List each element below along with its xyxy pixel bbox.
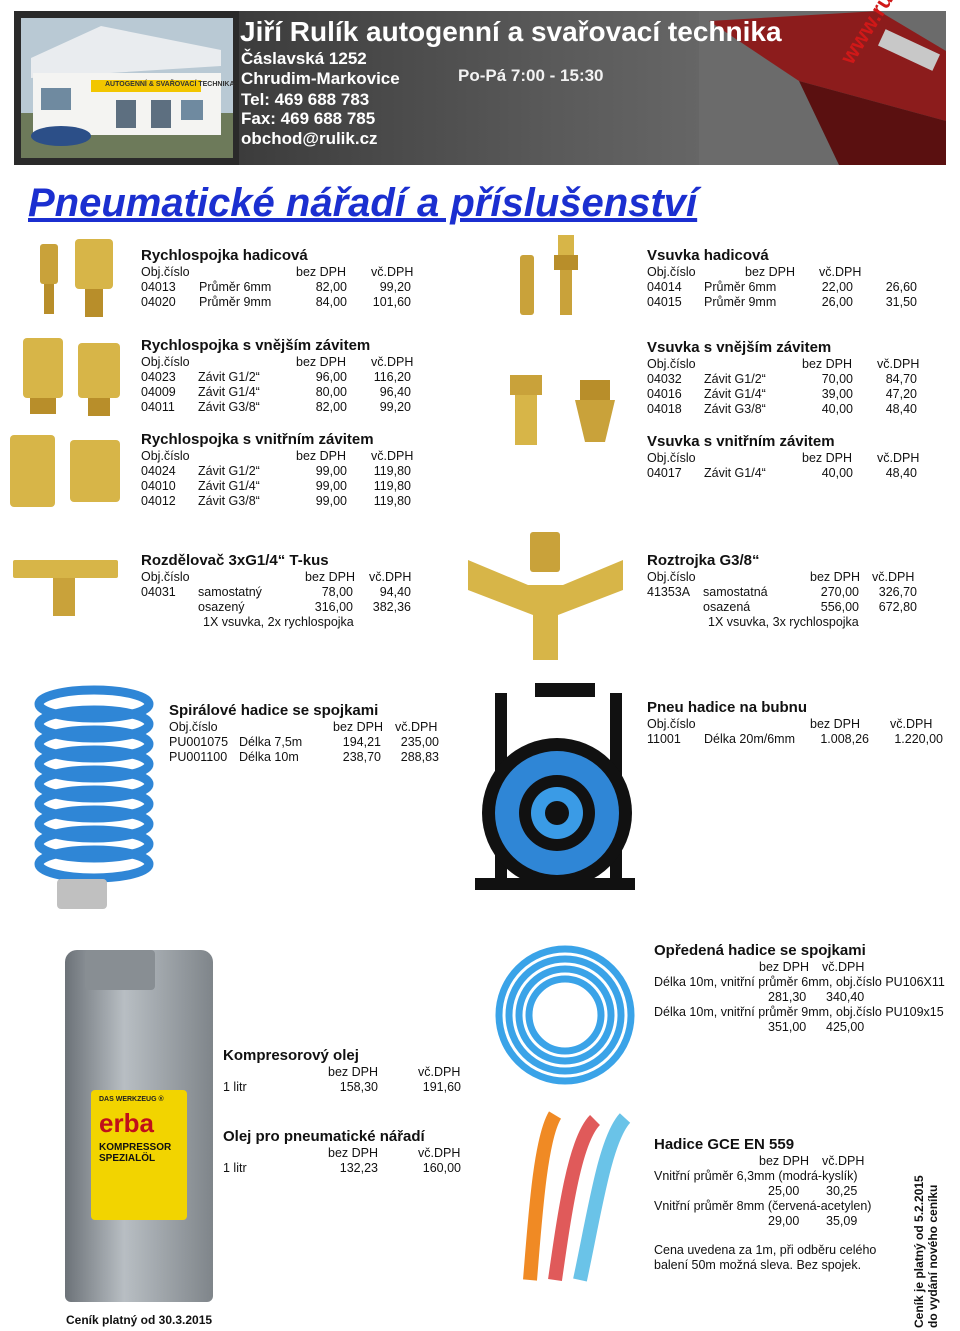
coupler-female-thread-image	[5, 430, 133, 512]
section-title: Pneu hadice na bubnu	[647, 699, 808, 716]
line-desc: Délka 10m, vnitřní průměr 6mm, obj.číslo PU106X11	[654, 975, 945, 989]
cell-desc: Délka 20m/6mm	[704, 732, 795, 746]
cell-vc: 382,36	[372, 600, 411, 614]
hose-nipple-image	[510, 230, 590, 325]
col-vc: vč.DPH	[371, 265, 414, 279]
col-bez: bez DPH	[802, 357, 853, 371]
cell-vc: 340,40	[826, 990, 865, 1004]
section-rozdelovac	[141, 552, 431, 630]
section-title: Olej pro pneumatické nářadí	[223, 1128, 425, 1145]
address-street: Čáslavská 1252	[241, 49, 367, 68]
section-title: Kompresorový olej	[223, 1047, 359, 1064]
cell-vc: 35,09	[826, 1214, 858, 1228]
note-text: Cena uvedena za 1m, při odběru celého	[654, 1243, 877, 1257]
col-vc: vč.DPH	[418, 1146, 461, 1160]
table-row	[223, 1161, 483, 1176]
col-bez: bez DPH	[333, 720, 384, 734]
col-obj: Obj.číslo	[647, 451, 696, 465]
cell-desc: Závit G1/4“	[704, 387, 766, 401]
coupler-male-thread-image	[18, 333, 128, 423]
section-gce-hadice	[654, 1136, 904, 1273]
col-obj: Obj.číslo	[141, 449, 190, 463]
section-title: Spirálové hadice se spojkami	[169, 702, 379, 719]
col-vc: vč.DPH	[395, 720, 438, 734]
line-desc: Vnitřní průměr 8mm (červená-acetylen)	[654, 1199, 872, 1213]
table-row	[647, 402, 937, 417]
note-text: balení 50m možná sleva. Bez spojek.	[654, 1258, 862, 1272]
table-row	[647, 466, 937, 481]
table-row	[141, 385, 431, 400]
section-pneu-hadice-buben	[647, 699, 947, 747]
line-text	[654, 1169, 904, 1184]
cell-code: PU001100	[169, 750, 228, 764]
cell-bez: 281,30	[768, 990, 807, 1004]
section-vsuvka-vnitrni	[647, 433, 937, 481]
cell-desc: Závit G1/4“	[704, 466, 766, 480]
braided-hose-image	[490, 940, 640, 1090]
cell-vc: 99,20	[379, 280, 411, 294]
cell-bez: 70,00	[821, 372, 853, 386]
cell-desc: samostatná	[703, 585, 768, 599]
table-header	[141, 449, 431, 464]
bottle-brand: erba	[99, 1108, 154, 1138]
cell-bez: 158,30	[339, 1080, 378, 1094]
cell-desc: Závit G3/8“	[198, 494, 260, 508]
cell-desc: Závit G1/4“	[198, 385, 260, 399]
section-opredena-hadice	[654, 942, 954, 1035]
company-name: Jiří Rulík autogenní a svařovací technika	[240, 16, 782, 47]
cell-bez: 84,00	[315, 295, 347, 309]
col-vc: vč.DPH	[890, 717, 933, 731]
cell-vc: 160,00	[422, 1161, 461, 1175]
col-vc: vč.DPH	[819, 265, 862, 279]
cell-bez: 132,23	[339, 1161, 378, 1175]
vertical-note-line-2: do vydání nového ceníku	[926, 1184, 940, 1328]
cell-vc: 48,40	[885, 466, 917, 480]
price-row	[654, 1214, 904, 1229]
cell-vc: 94,40	[379, 585, 411, 599]
cell-bez: 82,00	[315, 280, 347, 294]
cell-vc: 101,60	[372, 295, 411, 309]
line-text	[654, 1199, 904, 1214]
col-bez: bez DPH	[296, 449, 347, 463]
bottle-label	[91, 1090, 187, 1220]
cell-bez: 316,00	[314, 600, 353, 614]
oil-bottle-image	[65, 950, 213, 1302]
cell-bez: 22,00	[821, 280, 853, 294]
col-obj: Obj.číslo	[647, 570, 696, 584]
section-olej-pneu	[223, 1128, 483, 1176]
table-row	[141, 280, 431, 295]
cell-bez: 80,00	[315, 385, 347, 399]
gce-hoses-image	[520, 1100, 640, 1285]
cell-desc: Délka 7,5m	[239, 735, 303, 749]
table-header	[223, 1146, 483, 1161]
table-header	[647, 451, 937, 466]
table-row	[647, 372, 937, 387]
cell-bez: 270,00	[820, 585, 859, 599]
cell-code: 04032	[647, 372, 682, 386]
cell-desc: Průměr 9mm	[704, 295, 777, 309]
col-bez: bez DPH	[328, 1146, 379, 1160]
cell-desc: Závit G1/2“	[198, 464, 260, 478]
bottle-product-name: KOMPRESSOR SPEZIALÖL	[99, 1142, 172, 1164]
cell-desc: Průměr 9mm	[199, 295, 272, 309]
cell-desc: Závit G1/4“	[198, 479, 260, 493]
cell-bez: 29,00	[768, 1214, 800, 1228]
table-row	[141, 494, 431, 509]
table-header	[647, 265, 937, 280]
table-header	[647, 717, 947, 732]
col-obj: Obj.číslo	[169, 720, 218, 734]
cell-qty: 1 litr	[223, 1080, 247, 1094]
cell-code: 04024	[141, 464, 176, 478]
col-bez: bez DPH	[296, 355, 347, 369]
cell-bez: 26,00	[821, 295, 853, 309]
cell-code: 04010	[141, 479, 176, 493]
cell-vc: 26,60	[885, 280, 917, 294]
table-header	[654, 1154, 904, 1169]
cell-vc: 119,80	[373, 464, 411, 478]
cell-code: 04018	[647, 402, 682, 416]
cell-desc: Závit G3/8“	[198, 400, 260, 414]
note-text: 1X vsuvka, 2x rychlospojka	[203, 615, 354, 629]
table-row	[141, 479, 431, 494]
shop-sign-text: AUTOGENNÍ & SVAŘOVACÍ TECHNIKA	[105, 81, 235, 88]
cell-code: PU001075	[169, 735, 229, 749]
cell-vc: 1.220,00	[894, 732, 943, 746]
cell-bez: 194,21	[342, 735, 381, 749]
cell-code: 11001	[647, 732, 681, 746]
line-text	[654, 975, 954, 990]
table-header	[141, 570, 431, 585]
section-title: Vsuvka s vnějším závitem	[647, 339, 832, 356]
cell-desc: Závit G1/2“	[704, 372, 766, 386]
cell-vc: 30,25	[826, 1184, 858, 1198]
col-bez: bez DPH	[305, 570, 356, 584]
table-header	[647, 357, 937, 372]
table-header	[141, 265, 431, 280]
section-vsuvka-hadicova	[647, 247, 937, 310]
col-vc: vč.DPH	[418, 1065, 461, 1079]
section-title: Roztrojka G3/8“	[647, 552, 760, 569]
table-row	[141, 585, 431, 600]
col-obj: Obj.číslo	[141, 570, 190, 584]
t-splitter-image	[8, 552, 123, 622]
col-bez: bez DPH	[745, 265, 796, 279]
col-vc: vč.DPH	[822, 1154, 865, 1168]
price-row	[654, 1184, 904, 1199]
section-spiralove-hadice	[169, 702, 459, 765]
col-vc: vč.DPH	[371, 449, 414, 463]
fax: Fax: 469 688 785	[241, 109, 376, 128]
cell-vc: 672,80	[878, 600, 917, 614]
cell-bez: 1.008,26	[820, 732, 869, 746]
cell-bez: 351,00	[768, 1020, 807, 1034]
cell-vc: 84,70	[885, 372, 917, 386]
page-title: Pneumatické nářadí a příslušenství	[28, 181, 698, 225]
col-obj: Obj.číslo	[647, 717, 696, 731]
note	[141, 615, 431, 630]
cell-desc: osazený	[198, 600, 245, 614]
note-line	[654, 1243, 904, 1258]
col-obj: Obj.číslo	[647, 265, 696, 279]
section-title: Hadice GCE EN 559	[654, 1136, 795, 1153]
table-row	[647, 732, 947, 747]
cell-code: 04016	[647, 387, 682, 401]
cell-code: 41353A	[647, 585, 691, 599]
cell-desc: Průměr 6mm	[199, 280, 272, 294]
bottle-tag: DAS WERKZEUG ®	[99, 1096, 164, 1103]
table-header	[223, 1065, 483, 1080]
section-vsuvka-vnejsi	[647, 339, 937, 417]
table-row	[647, 585, 937, 600]
col-vc: vč.DPH	[872, 570, 915, 584]
section-title: Rozdělovač 3xG1/4“ T-kus	[141, 552, 329, 569]
section-roztrojka	[647, 552, 937, 630]
hose-coupler-image	[30, 234, 125, 324]
section-title: Rychlospojka hadicová	[141, 247, 308, 264]
cell-vc: 119,80	[373, 494, 411, 508]
price-list-valid-date: Ceník platný od 30.3.2015	[66, 1313, 213, 1327]
table-row	[141, 295, 431, 310]
section-rychlospojka-vnitrni	[141, 431, 431, 509]
cell-bez: 99,00	[315, 479, 347, 493]
cell-bez: 40,00	[821, 402, 853, 416]
table-row	[141, 600, 431, 615]
cell-bez: 39,00	[821, 387, 853, 401]
table-row	[223, 1080, 483, 1095]
line-text	[654, 1005, 954, 1020]
cell-vc: 326,70	[878, 585, 917, 599]
cell-bez: 556,00	[820, 600, 859, 614]
section-rychlospojka-vnejsi	[141, 337, 431, 415]
section-title: Rychlospojka s vnějším závitem	[141, 337, 371, 354]
address-city: Chrudim-Markovice	[241, 69, 400, 88]
cell-vc: 235,00	[400, 735, 439, 749]
cell-code: 04012	[141, 494, 176, 508]
table-row	[647, 387, 937, 402]
col-obj: Obj.číslo	[141, 355, 190, 369]
cell-code: 04011	[141, 400, 175, 414]
table-row	[169, 750, 459, 765]
section-title: Opředená hadice se spojkami	[654, 942, 866, 959]
col-bez: bez DPH	[759, 1154, 810, 1168]
cell-code: 04017	[647, 466, 682, 480]
cell-vc: 31,50	[885, 295, 917, 309]
vertical-note-line-1: Ceník je platný od 5.2.2015	[912, 1175, 926, 1328]
table-row	[141, 370, 431, 385]
price-row	[654, 1020, 954, 1035]
col-bez: bez DPH	[296, 265, 347, 279]
cell-desc: Závit G3/8“	[704, 402, 766, 416]
table-row	[169, 735, 459, 750]
cell-desc: Průměr 6mm	[704, 280, 777, 294]
hose-reel-image	[475, 678, 640, 923]
cell-desc: samostatný	[198, 585, 262, 599]
cell-code: 04020	[141, 295, 176, 309]
col-bez: bez DPH	[328, 1065, 379, 1079]
cell-vc: 48,40	[885, 402, 917, 416]
section-title: Vsuvka hadicová	[647, 247, 769, 264]
cell-bez: 25,00	[768, 1184, 800, 1198]
cell-vc: 288,83	[400, 750, 439, 764]
cell-code: 04015	[647, 295, 682, 309]
cell-bez: 78,00	[321, 585, 353, 599]
table-row	[141, 400, 431, 415]
cell-qty: 1 litr	[223, 1161, 247, 1175]
col-vc: vč.DPH	[822, 960, 865, 974]
col-bez: bez DPH	[759, 960, 810, 974]
table-row	[141, 464, 431, 479]
phone: Tel: 469 688 783	[241, 90, 370, 109]
cell-vc: 99,20	[379, 400, 411, 414]
cell-bez: 96,00	[315, 370, 347, 384]
col-vc: vč.DPH	[877, 451, 920, 465]
cell-vc: 96,40	[379, 385, 411, 399]
col-obj: Obj.číslo	[647, 357, 696, 371]
section-rychlospojka-hadicova	[141, 247, 431, 310]
col-vc: vč.DPH	[369, 570, 412, 584]
table-header	[169, 720, 459, 735]
cell-bez: 82,00	[315, 400, 347, 414]
cell-bez: 99,00	[315, 494, 347, 508]
table-header	[654, 960, 954, 975]
line-desc: Délka 10m, vnitřní průměr 9mm, obj.číslo PU109x15	[654, 1005, 944, 1019]
table-row	[647, 295, 937, 310]
cell-vc: 116,20	[373, 370, 411, 384]
note-line	[654, 1258, 904, 1273]
section-kompresorovy-olej	[223, 1047, 483, 1095]
cell-code: 04009	[141, 385, 176, 399]
col-vc: vč.DPH	[371, 355, 414, 369]
cell-code: 04023	[141, 370, 176, 384]
cell-bez: 40,00	[821, 466, 853, 480]
col-bez: bez DPH	[810, 570, 861, 584]
three-way-splitter-image	[458, 530, 633, 665]
nipple-male-thread-image	[505, 370, 625, 450]
cell-bez: 238,70	[342, 750, 381, 764]
cell-code: 04014	[647, 280, 682, 294]
cell-code: 04031	[141, 585, 176, 599]
cell-vc: 191,60	[422, 1080, 461, 1094]
col-bez: bez DPH	[810, 717, 861, 731]
cell-vc: 47,20	[885, 387, 917, 401]
col-bez: bez DPH	[802, 451, 853, 465]
spiral-hose-image	[22, 664, 162, 944]
email[interactable]: obchod@rulik.cz	[241, 129, 378, 148]
cell-vc: 425,00	[826, 1020, 865, 1034]
table-header	[647, 570, 937, 585]
price-row	[654, 990, 954, 1005]
note	[647, 615, 937, 630]
cell-code: 04013	[141, 280, 176, 294]
table-header	[141, 355, 431, 370]
col-vc: vč.DPH	[877, 357, 920, 371]
line-desc: Vnitřní průměr 6,3mm (modrá-kyslík)	[654, 1169, 858, 1183]
table-row	[647, 280, 937, 295]
shop-building-photo	[21, 18, 233, 158]
cell-vc: 119,80	[373, 479, 411, 493]
cell-bez: 99,00	[315, 464, 347, 478]
cell-desc: osazená	[703, 600, 751, 614]
section-title: Rychlospojka s vnitřním závitem	[141, 431, 374, 448]
col-obj: Obj.číslo	[141, 265, 190, 279]
cell-desc: Délka 10m	[239, 750, 299, 764]
note-text: 1X vsuvka, 3x rychlospojka	[708, 615, 859, 629]
opening-hours: Po-Pá 7:00 - 15:30	[458, 66, 604, 85]
table-row	[647, 600, 937, 615]
vertical-validity-note	[912, 1175, 940, 1328]
cell-desc: Závit G1/2“	[198, 370, 260, 384]
section-title: Vsuvka s vnitřním závitem	[647, 433, 835, 450]
